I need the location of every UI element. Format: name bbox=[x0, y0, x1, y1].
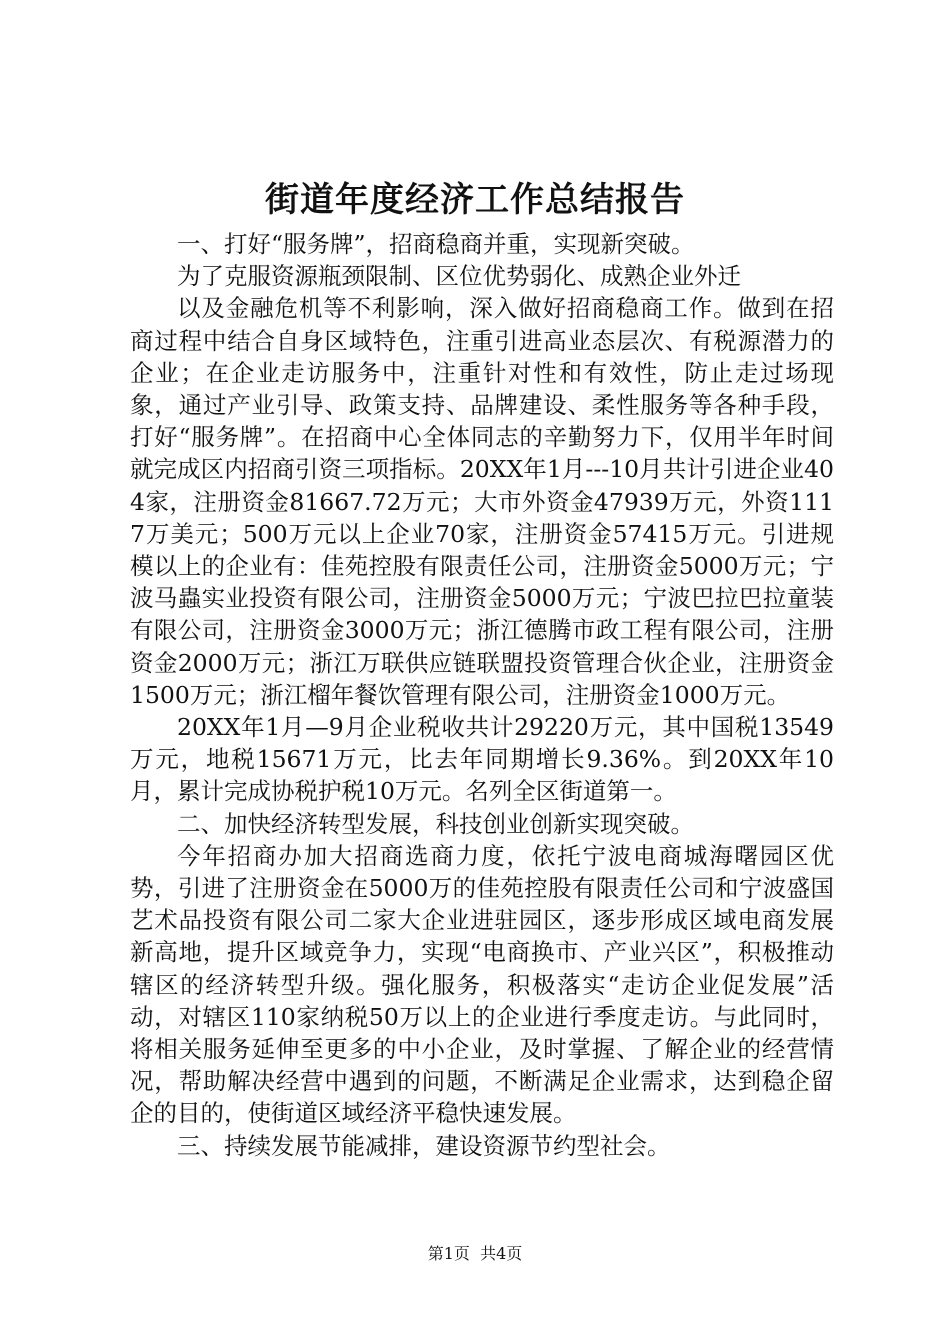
document-title: 街道年度经济工作总结报告 bbox=[265, 180, 685, 220]
paragraph-tax: 20XX年1月—9月企业税收共计29220万元，其中国税13549万元，地税15671万元，比去年同期增长9.36%。到20XX年10月，累计完成协税护税10万元。名列全区街道第一。 bbox=[130, 713, 834, 806]
document-body bbox=[130, 228, 834, 1162]
section-heading-3: 三、持续发展节能减排，建设资源节约型社会。 bbox=[177, 1131, 671, 1160]
section-heading-2: 二、加快经济转型发展，科技创业创新实现突破。 bbox=[177, 809, 694, 838]
page-number: 第1页 共4页 bbox=[427, 1244, 523, 1263]
paragraph-intro: 为了克服资源瓶颈限制、区位优势弱化、成熟企业外迁 bbox=[177, 262, 741, 291]
page-footer bbox=[0, 1244, 950, 1264]
paragraph-transformation: 今年招商办加大招商选商力度，依托宁波电商城海曙园区优势，引进了注册资金在5000万的佳苑控股有限责任公司和宁波盛国艺术品投资有限公司二家大企业进驻园区，逐步形成区域电商发展新高地，提升区域竞争力，实现“电商换市、产业兴区”，积极推动辖区的经济转型升级。强化服务，积极落实“走访企业促发展”活动，对辖区110家纳税50万以上的企业进行季度走访。与此同时，将相关服务延伸至更多的中小企业，及时掌握、了解企业的经营情况，帮助解决经营中遇到的问题，不断满足企业需求，达到稳企留企的目的，使街道区域经济平稳快速发展。 bbox=[130, 841, 834, 1128]
paragraph-investment: 以及金融危机等不利影响，深入做好招商稳商工作。做到在招商过程中结合自身区域特色，注重引进高业态层次、有税源潜力的企业；在企业走访服务中，注重针对性和有效性，防止走过场现象，通过产业引导、政策支持、品牌建设、柔性服务等各种手段，打好“服务牌”。在招商中心全体同志的辛勤努力下，仅用半年时间就完成区内招商引资三项指标。20XX年1月---10月共计引进企业404家，注册资金81667.72万元；大市外资金47939万元，外资1117万美元；500万元以上企业70家，注册资金57415万元。引进规模以上的企业有：佳苑控股有限责任公司，注册资金5000万元；宁波马蟲实业投资有限公司，注册资金5000万元；宁波巴拉巴拉童装有限公司，注册资金3000万元；浙江德腾市政工程有限公司，注册资金2000万元；浙江万联供应链联盟投资管理合伙企业，注册资金1500万元；浙江榴年餐饮管理有限公司，注册资金1000万元。 bbox=[130, 294, 834, 709]
section-heading-1: 一、打好“服务牌”，招商稳商并重，实现新突破。 bbox=[177, 230, 695, 258]
